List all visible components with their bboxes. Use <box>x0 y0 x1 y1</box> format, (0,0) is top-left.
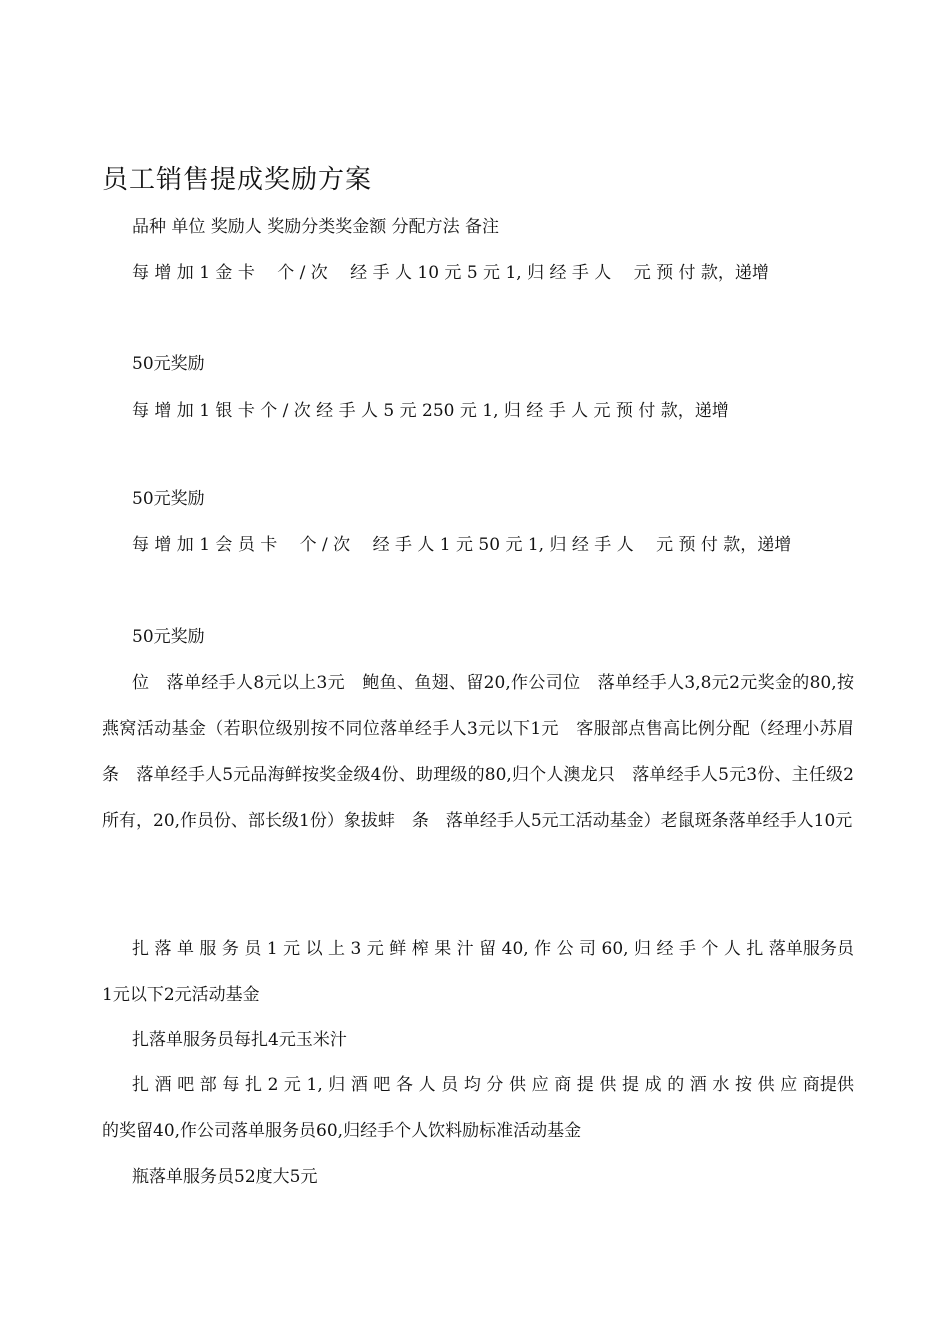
paragraph-bottle: 瓶落单服务员52度大5元 <box>132 1167 318 1187</box>
paragraph-reward-1: 50元奖励 <box>132 354 205 374</box>
paragraph-reward-2: 50元奖励 <box>132 489 205 509</box>
paragraph-juice: 扎 落 单 服 务 员 1 元 以 上 3 元 鲜 榨 果 汁 留 40, 作 公 司 60, 归 经 手 个 人 扎 落单服务员1元以下2元活动基金 <box>102 939 854 1005</box>
table-header-line: 品种 单位 奖励人 奖励分类奖金额 分配方法 备注 <box>132 217 500 237</box>
paragraph-bar: 扎 酒 吧 部 每 扎 2 元 1, 归 酒 吧 各 人 员 均 分 供 应 商 提 供 提 成 的 酒 水 按 供 应 商提供的奖留40,作公司落单服务员60,归经手个人饮料励标准活动基金 <box>102 1075 854 1141</box>
paragraph-gold-card: 每 增 加 1 金 卡 个 / 次 经 手 人 10 元 5 元 1, 归 经 手 人 元 预 付 款，递增 <box>132 263 769 283</box>
paragraph-reward-3: 50元奖励 <box>132 627 205 647</box>
paragraph-member-card: 每 增 加 1 会 员 卡 个 / 次 经 手 人 1 元 50 元 1, 归 经 手 人 元 预 付 款，递增 <box>132 535 792 555</box>
paragraph-corn-juice: 扎落单服务员每扎4元玉米汁 <box>132 1030 347 1050</box>
paragraph-silver-card: 每 增 加 1 银 卡 个 / 次 经 手 人 5 元 250 元 1, 归 经 手 人 元 预 付 款，递增 <box>132 401 729 421</box>
paragraph-seafood: 位 落单经手人8元以上3元 鲍鱼、鱼翅、留20,作公司位 落单经手人3,8元2元奖金的80,按燕窝活动基金（若职位级别按不同位落单经手人3元以下1元 客服部点售高比例分配（经理小苏眉条 落单经手人5元品海鲜按奖金级4份、助理级的80,归个人澳龙只 落单经手人5元3份、主任级2所有，20,作员份、部长级1份）象拔蚌 条 落单经手人5元工活动基金）老鼠斑条落单经手人10元 <box>102 673 854 831</box>
document-title: 员工销售提成奖励方案 <box>102 165 373 195</box>
